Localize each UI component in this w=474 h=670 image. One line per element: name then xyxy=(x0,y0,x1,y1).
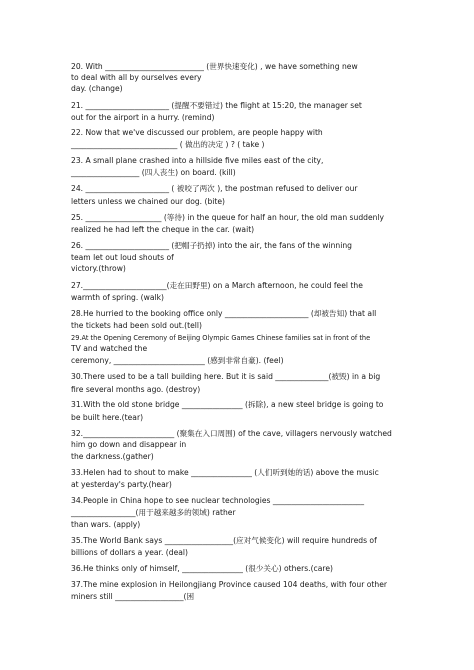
line-30: 30.There used to be a tall building here. But it is said ______________(被毁) in a big xyxy=(71,372,381,381)
line-23: 23. A small plane crashed into a hillside five miles east of the city, xyxy=(71,156,324,165)
line-26-cont: team let out loud shouts of xyxy=(71,253,174,262)
line-28-cont: the tickets had been sold out.(tell) xyxy=(71,321,202,330)
line-24-cont: letters unless we chained our dog. (bite) xyxy=(71,197,226,206)
line-36: 36.He thinks only of himself, ________________ (很少关心) others.(care) xyxy=(71,564,333,573)
line-20-cont: to deal with all by ourselves every xyxy=(71,73,202,82)
line-25-cont: realized he had left the cheque in the car. (wait) xyxy=(71,225,255,234)
line-26: 26. ______________________ (把帽子扔掉) into the air, the fans of the winning xyxy=(71,241,352,250)
line-32-end: the darkness.(gather) xyxy=(71,452,154,461)
line-29: 29.At the Opening Ceremony of Beijing Olympic Games Chinese families sat in front of the xyxy=(71,334,371,342)
line-23-cont: __________________ (四人丧生) on board. (kill) xyxy=(71,168,236,177)
line-31: 31.With the old stone bridge ________________ (拆除), a new steel bridge is going to xyxy=(71,400,384,409)
line-28: 28.He hurried to the booking office only ______________________ (却被告知) that all xyxy=(71,309,377,318)
line-32: 32.________________________ (聚集在入口周围) of the cave, villagers nervously watched xyxy=(71,429,392,438)
line-25: 25. ____________________ (等待) in the queue for half an hour, the old man suddenly xyxy=(71,213,385,222)
line-26-end: victory.(throw) xyxy=(71,264,126,273)
line-29-end: ceremony, ________________________ (感到非常自豪). (feel) xyxy=(71,356,284,365)
line-21: 21. ______________________ (提醒不要错过) the flight at 15:20, the manager set xyxy=(71,101,362,110)
line-24: 24. ______________________ ( 被咬了两次 ), the postman refused to deliver our xyxy=(71,184,358,193)
line-27: 27.______________________(走在田野里) on a March afternoon, he could feel the xyxy=(71,281,363,290)
line-37: 37.The mine explosion in Heilongjiang Province caused 104 deaths, with four other xyxy=(71,580,387,589)
line-34-end: than wars. (apply) xyxy=(71,520,141,529)
line-20: 20. With __________________________ (世界快速变化) , we have something new xyxy=(71,62,358,71)
line-34-cont: _________________(用于越来越多的领域) rather xyxy=(71,508,236,517)
line-30-cont: fire several months ago. (destroy) xyxy=(71,385,201,394)
line-27-cont: warmth of spring. (walk) xyxy=(71,293,164,302)
line-22: 22. Now that we've discussed our problem, are people happy with xyxy=(71,128,323,137)
line-35: 35.The World Bank says __________________(应对气候变化) will require hundreds of xyxy=(71,536,377,545)
line-22-cont: ____________________________ ( 做出的决定 ) ? ( take ) xyxy=(71,140,265,149)
line-20-end: day. (change) xyxy=(71,84,123,93)
line-35-cont: billions of dollars a year. (deal) xyxy=(71,548,188,557)
line-34: 34.People in China hope to see nuclear technologies ________________________ xyxy=(71,496,364,505)
line-33: 33.Helen had to shout to make ________________ (人们听到她的话) above the music xyxy=(71,468,379,477)
line-31-cont: be built here.(tear) xyxy=(71,413,144,422)
line-33-cont: at yesterday's party.(hear) xyxy=(71,480,172,489)
line-21-cont: out for the airport in a hurry. (remind) xyxy=(71,113,215,122)
line-32-cont: him go down and disappear in xyxy=(71,440,187,449)
line-37-cont: miners still __________________(困 xyxy=(71,592,195,601)
line-29-cont: TV and watched the xyxy=(71,344,148,353)
